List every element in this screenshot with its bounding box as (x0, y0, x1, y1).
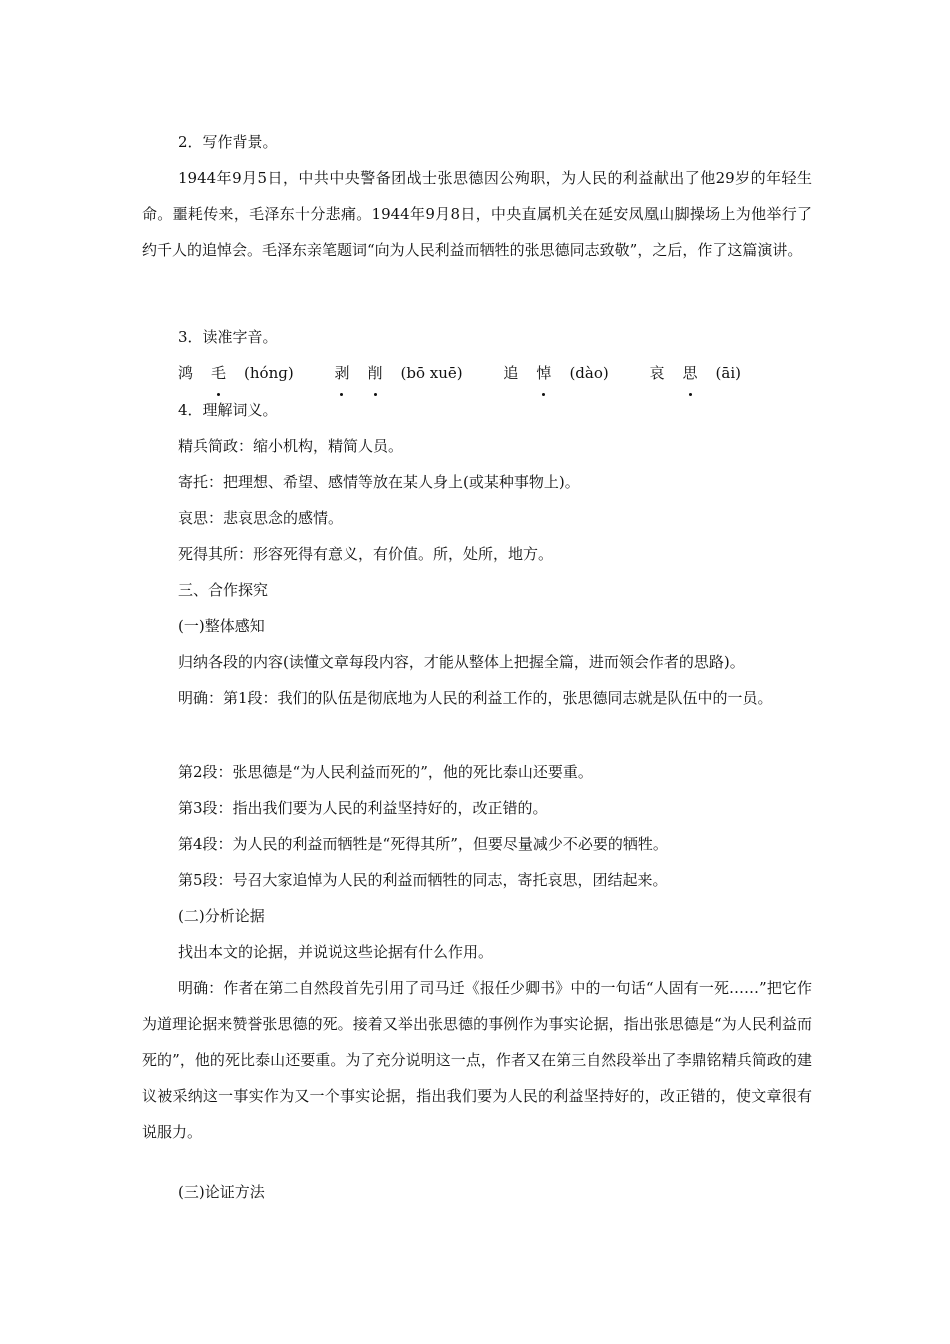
term-definition: 哀思：悲哀思念的感情。 (178, 509, 344, 527)
section-2-paragraph: 1944年9月5日，中共中央警备团战士张思德因公殉职，为人民的利益献出了他29岁的年轻生命。噩耗传来，毛泽东十分悲痛。1944年9月8日，中央直属机关在延安凤凰山脚操场上为他举行了约千人的追悼会。毛泽东亲笔题词“向为人民利益而牺牲的张思德同志致敬”，之后，作了这篇演讲。 (142, 169, 812, 259)
pronunciation-list (142, 355, 848, 391)
pronunciation-item: 哀 思 (āi) (650, 355, 759, 391)
subsection-2-answer: 明确：作者在第二自然段首先引用了司马迁《报任少卿书》中的一句话“人固有一死……”把它作为道理论据来赞誉张思德的死。接着又举出张思德的事例作为事实论据，指出张思德是“为人民利益而死的”，他的死比泰山还要重。为了充分说明这一点，作者又在第三自然段举出了李鼎铭精兵简政的建议被采纳这一事实作为又一个事实论据，指出我们要为人民的利益坚持好的，改正错的，使文章很有说服力。 (142, 979, 812, 1141)
subsection-2-heading: (二)分析论据 (178, 907, 265, 925)
section-3-heading: 3．读准字音。 (178, 328, 278, 346)
subsection-2-question: 找出本文的论据，并说说这些论据有什么作用。 (178, 943, 494, 961)
term-definition: 寄托：把理想、希望、感情等放在某人身上(或某种事物上)。 (178, 473, 580, 491)
pronunciation-item: 追 悼 (dào) (503, 355, 626, 391)
paragraph-summary: 第2段：张思德是“为人民利益而死的”，他的死比泰山还要重。 (178, 763, 593, 781)
paragraph-summary: 第3段：指出我们要为人民的利益坚持好的，改正错的。 (178, 799, 548, 817)
paragraph-summary: 明确：第1段：我们的队伍是彻底地为人民的利益工作的，张思德同志就是队伍中的一员。 (178, 689, 773, 707)
part-3-heading: 三、合作探究 (178, 581, 269, 599)
subsection-1-heading: (一)整体感知 (178, 617, 265, 635)
term-definition: 死得其所：形容死得有意义，有价值。所，处所，地方。 (178, 545, 554, 563)
subsection-1-intro: 归纳各段的内容(读懂文章每段内容，才能从整体上把握全篇，进而领会作者的思路)。 (178, 653, 745, 671)
pronunciation-item: 鸿 毛 (hónɡ) (178, 355, 312, 391)
section-2-heading: 2．写作背景。 (178, 133, 278, 151)
paragraph-summary: 第4段：为人民的利益而牺牲是“死得其所”，但要尽量减少不必要的牺牲。 (178, 835, 668, 853)
section-4-heading: 4．理解词义。 (178, 401, 278, 419)
pronunciation-item: 剥 削 (bō xuē) (334, 355, 480, 391)
paragraph-summary: 第5段：号召大家追悼为人民的利益而牺牲的同志，寄托哀思，团结起来。 (178, 871, 668, 889)
subsection-3-heading: (三)论证方法 (178, 1183, 265, 1201)
term-definition: 精兵简政：缩小机构，精简人员。 (178, 437, 404, 455)
